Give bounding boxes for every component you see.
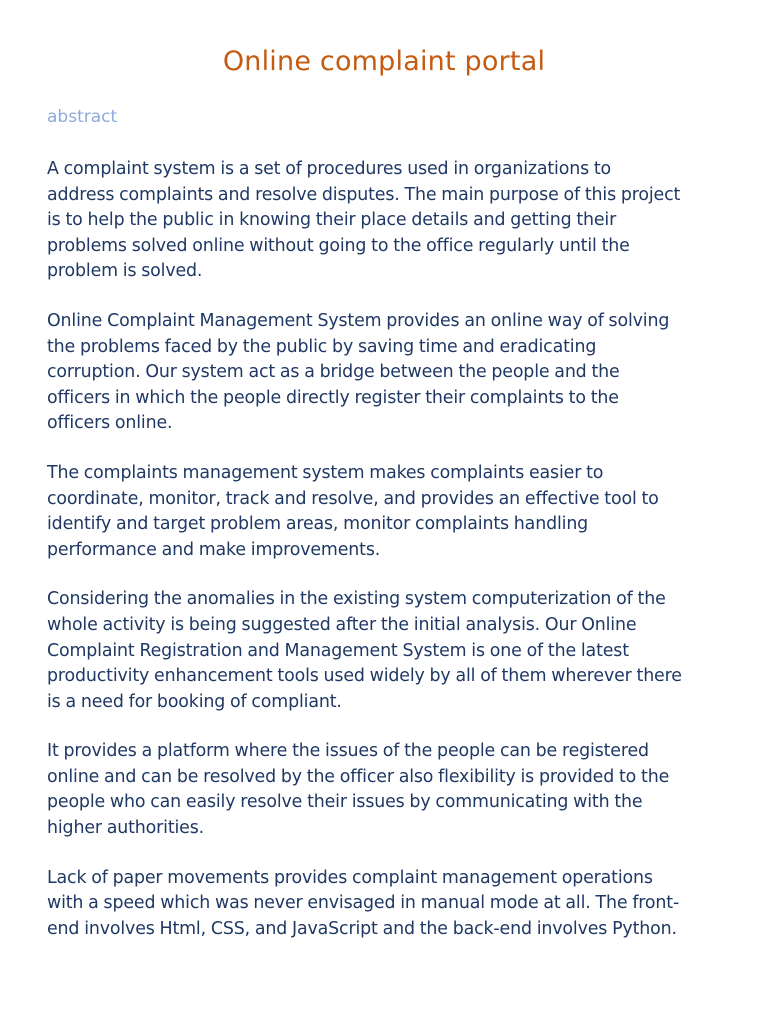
paragraph-4 bbox=[47, 587, 731, 715]
text-line: productivity enhancement tools used widely by all of them wherever there bbox=[47, 666, 682, 687]
page-title: Online complaint portal bbox=[222, 46, 546, 77]
text-line: problem is solved. bbox=[47, 261, 203, 282]
paragraph-3 bbox=[47, 461, 731, 563]
text-line: problems solved online without going to the office regularly until the bbox=[47, 235, 630, 256]
text-line: Complaint Registration and Management System is one of the latest bbox=[47, 640, 629, 661]
text-line: officers in which the people directly register their complaints to the bbox=[47, 387, 619, 408]
text-line: identify and target problem areas, monitor complaints handling bbox=[47, 514, 589, 535]
text-line: corruption. Our system act as a bridge between the people and the bbox=[47, 362, 620, 383]
document-body bbox=[47, 157, 731, 966]
text-line: higher authorities. bbox=[47, 818, 205, 839]
section-subtitle: abstract bbox=[47, 107, 118, 127]
paragraph-6 bbox=[47, 866, 731, 943]
text-line: whole activity is being suggested after the initial analysis. Our Online bbox=[47, 614, 637, 635]
paragraph-2 bbox=[47, 309, 731, 437]
text-line: with a speed which was never envisaged in manual mode at all. The front- bbox=[47, 893, 680, 914]
text-line: Lack of paper movements provides complaint management operations bbox=[47, 867, 653, 888]
text-line: A complaint system is a set of procedures used in organizations to bbox=[47, 159, 612, 179]
text-line: Online Complaint Management System provides an online way of solving bbox=[47, 310, 670, 331]
text-line: end involves Html, CSS, and JavaScript and the back-end involves Python. bbox=[47, 918, 677, 939]
text-line: people who can easily resolve their issues by communicating with the bbox=[47, 792, 643, 813]
text-line: The complaints management system makes complaints easier to bbox=[47, 462, 604, 483]
text-line: coordinate, monitor, track and resolve, and provides an effective tool to bbox=[47, 488, 659, 509]
text-line: Considering the anomalies in the existing system computerization of the bbox=[47, 589, 666, 610]
text-line: is to help the public in knowing their place details and getting their bbox=[47, 210, 617, 231]
text-line: officers online. bbox=[47, 413, 173, 434]
text-line: online and can be resolved by the officer also flexibility is provided to the bbox=[47, 766, 670, 787]
text-line: performance and make improvements. bbox=[47, 539, 381, 560]
text-line: It provides a platform where the issues of the people can be registered bbox=[47, 741, 649, 762]
text-line: address complaints and resolve disputes. The main purpose of this project bbox=[47, 184, 681, 205]
text-line: is a need for booking of compliant. bbox=[47, 691, 342, 712]
text-line: the problems faced by the public by saving time and eradicating bbox=[47, 336, 597, 357]
paragraph-1 bbox=[47, 157, 731, 285]
paragraph-5 bbox=[47, 739, 731, 841]
